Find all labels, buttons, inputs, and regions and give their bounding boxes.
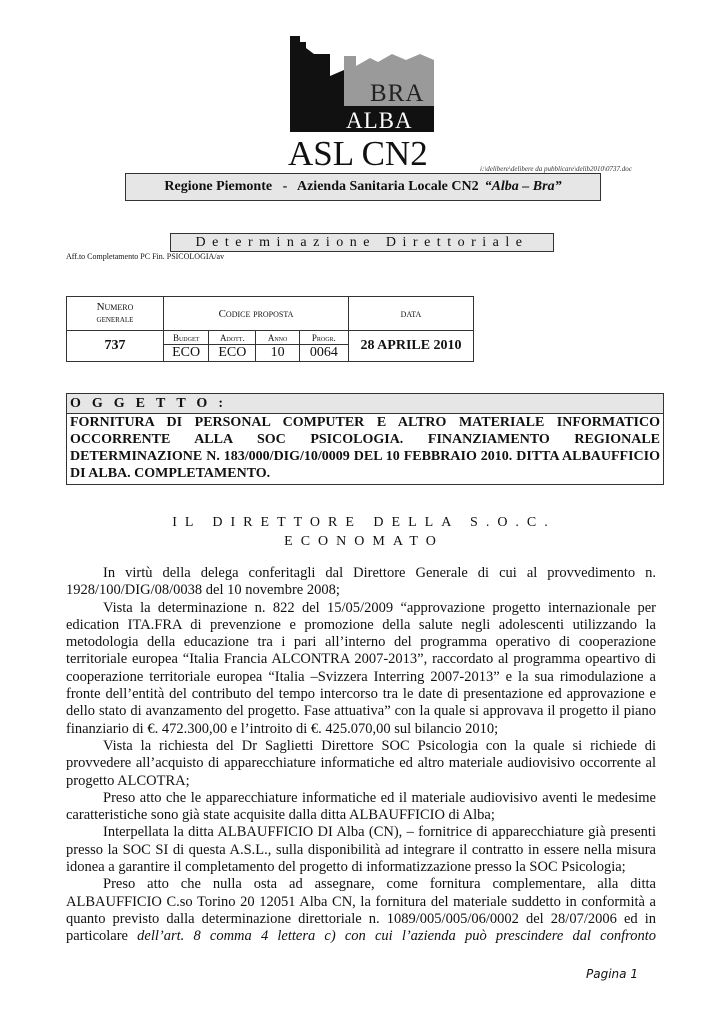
page-number: Pagina 1	[586, 967, 638, 981]
progr-value: 0064	[299, 345, 348, 362]
logo-text-asl: ASL CN2	[288, 134, 428, 173]
paragraph-3: Vista la richiesta del Dr Saglietti Direttore SOC Psicologia con la quale si richiede di provvedere all’acquisto di apparecchiature informatiche ed altro materiale audiovisivo occorrente al progetto ALCOTRA;	[66, 737, 656, 789]
paragraph-5: Interpellata la ditta ALBAUFFICIO DI Alba (CN), – fornitrice di apparecchiature già presenti presso la SOC SI di questa A.S.L., sulla disponibilità ad integrare il contratto in essere nella misura idonea a garantire il completamento del progetto di informatizzazione presso la SOC Psicologia;	[66, 824, 656, 876]
reference-line: Aff.to Completamento PC Fin. PSICOLOGIA/av	[66, 252, 225, 261]
region-text: Regione Piemonte - Azienda Sanitaria Locale CN2	[164, 179, 479, 194]
director-heading	[66, 513, 662, 551]
director-line1: IL DIRETTORE DELLA S.O.C.	[172, 515, 556, 530]
header-data: data	[349, 297, 474, 331]
logo-text-bra: BRA	[370, 80, 425, 107]
oggetto-box	[66, 393, 664, 485]
region-italic: “Alba – Bra”	[484, 179, 562, 194]
body-text	[66, 565, 656, 946]
header-numero-1: Numero	[96, 300, 134, 313]
director-line2: ECONOMATO	[284, 534, 444, 549]
anno-value: 10	[256, 345, 299, 362]
paragraph-1: In virtù della delega conferitagli dal Direttore Generale di cui al provvedimento n. 1928/100/DIG/08/0038 del 10 novembre 2008;	[66, 565, 656, 599]
adott-value: ECO	[209, 345, 256, 362]
info-table	[66, 296, 474, 362]
oggetto-label: OGGETTO:	[67, 394, 663, 414]
paragraph-4: Preso atto che le apparecchiature informatiche ed il materiale audiovisivo aventi le medesime caratteristiche sono già state acquisite dalla ditta ALBAUFFICIO di Alba;	[66, 789, 656, 824]
paragraph-6	[66, 876, 656, 945]
oggetto-text: FORNITURA DI PERSONAL COMPUTER E ALTRO MATERIALE INFORMATICO OCCORRENTE ALLA SOC PSICOLOGIA. FINANZIAMENTO REGIONALE DETERMINAZIONE N. 183/000/DIG/10/0009 DEL 10 FEBBRAIO 2010. DITTA ALBAUFFICIO DI ALBA. COMPLETAMENTO.	[70, 415, 660, 481]
header-numero-2: generale	[96, 313, 134, 325]
logo-text-alba: ALBA	[346, 108, 413, 133]
numero-value: 737	[67, 331, 164, 362]
header-budget: Budget	[164, 331, 209, 345]
asl-cn2-logo	[286, 36, 438, 173]
paragraph-6-italic: dell’art. 8 comma 4 lettera c) con cui l’azienda può prescindere dal confronto	[137, 928, 656, 945]
header-anno: Anno	[256, 331, 299, 345]
budget-value: ECO	[164, 345, 209, 362]
region-header	[125, 173, 601, 201]
data-value: 28 APRILE 2010	[349, 331, 474, 362]
file-path: i:\delibere\delibere da pubblicare\delib2010\0737.doc	[480, 165, 632, 173]
paragraph-6-text: Preso atto che nulla osta ad assegnare, come fornitura complementare, alla ditta ALBAUFFICIO C.so Torino 20 12051 Alba CN, la fornitura del materiale suddetto in conformità a quanto previsto dalla determinazione direttoriale n. 1089/005/005/06/0002 del 28/07/2006 ed in particolare	[66, 876, 656, 945]
header-adott: Adott.	[209, 331, 256, 345]
header-numero	[67, 297, 164, 331]
header-codice: Codice proposta	[164, 297, 349, 331]
document-type-title: Determinazione Direttoriale	[170, 233, 554, 252]
paragraph-2: Vista la determinazione n. 822 del 15/05/2009 “approvazione progetto internazionale per edication ITA.FRA di prevenzione e promozione della salute negli adolescenti utilizzando la metodologia della educazione tra i pari all’interno del programma operativo di cooperazione territoriale europea “Italia Francia ALCONTRA 2007-2013”, raccordato al programma opeartivo di cooperazione territoriale europea “Italia –Svizzera Interring 2007-2013” e la sua rimodulazione a fronte dell’entità del contributo del tempo intercorso tra le date di presentazione ed approvazione e dello stato di avanzamento del progetto. Fase attuativa” con la quale si approvava il progetto il piano finanziario di €. 472.300,00 e l’introito di €. 425.070,00 sul bilancio 2010;	[66, 599, 656, 737]
header-progr: Progr.	[299, 331, 348, 345]
